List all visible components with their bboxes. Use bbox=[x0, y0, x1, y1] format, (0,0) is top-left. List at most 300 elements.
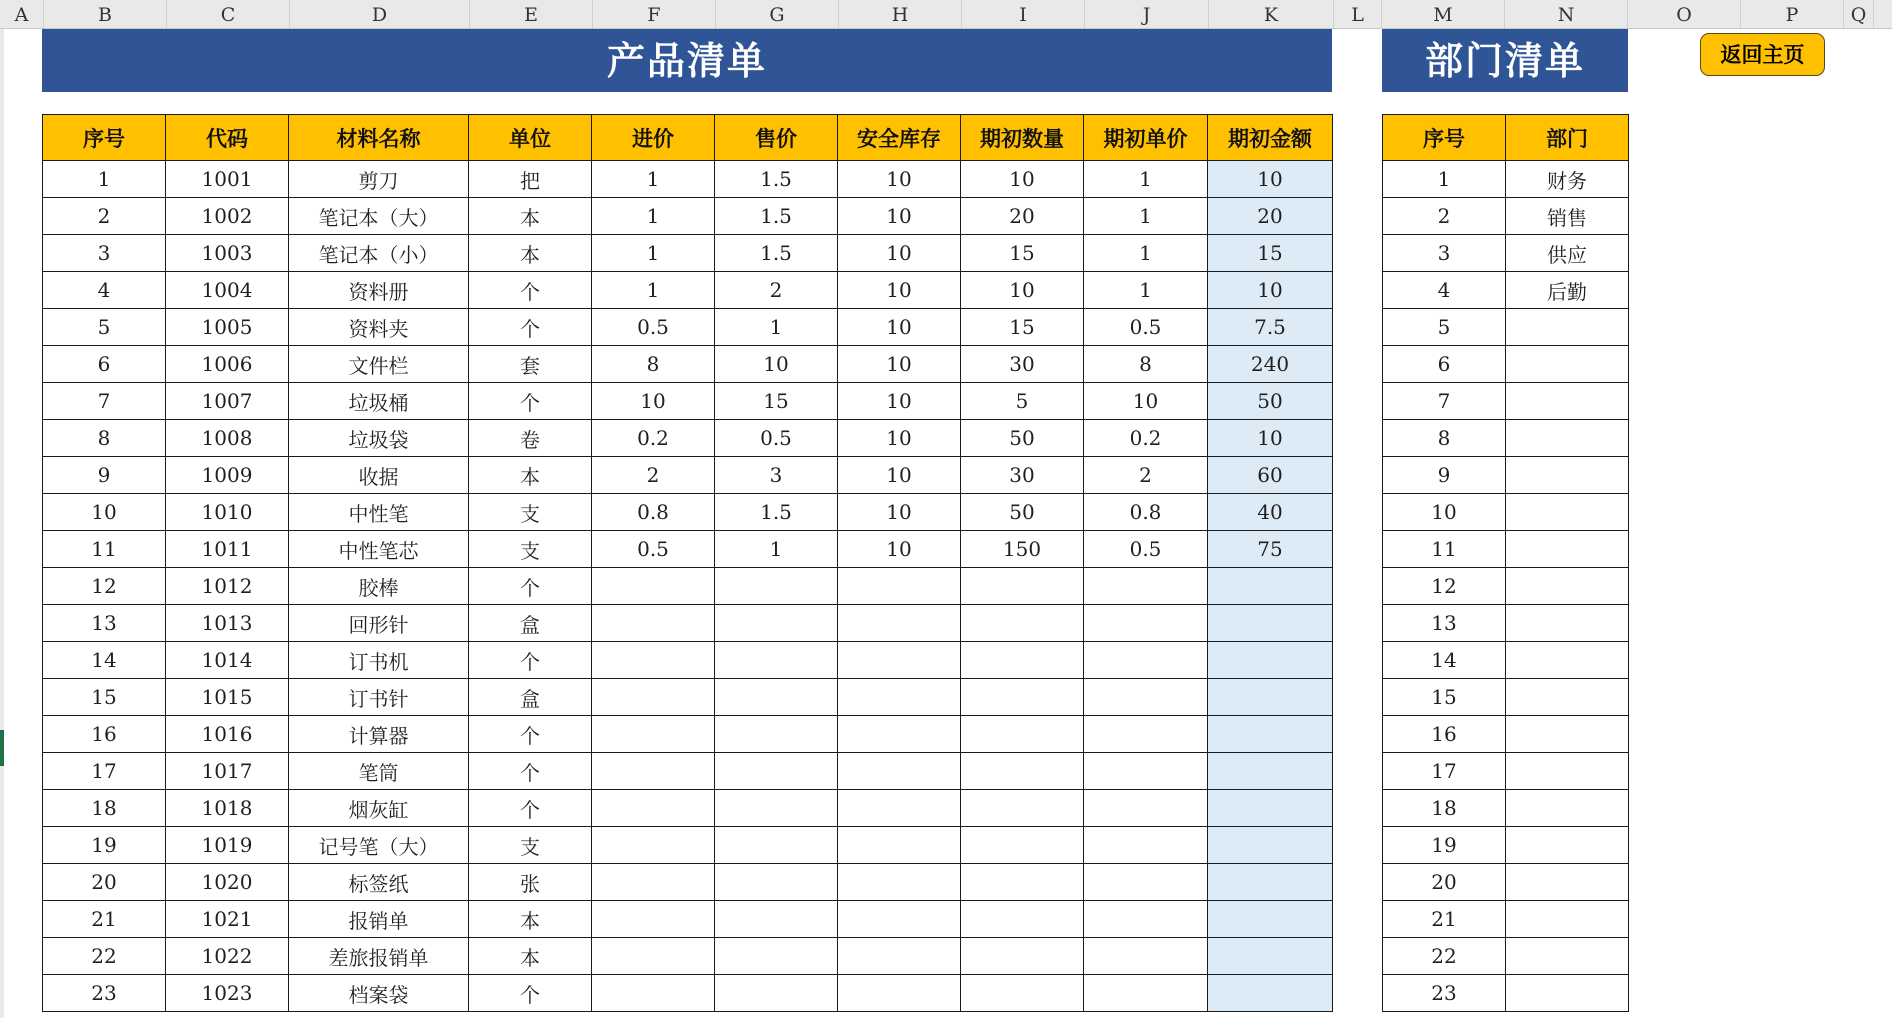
product-cell[interactable]: 16 bbox=[43, 716, 166, 753]
product-cell[interactable] bbox=[838, 716, 961, 753]
product-cell[interactable]: 剪刀 bbox=[289, 161, 469, 198]
product-cell[interactable]: 14 bbox=[43, 642, 166, 679]
product-cell[interactable] bbox=[961, 901, 1084, 938]
product-cell[interactable]: 1002 bbox=[166, 198, 289, 235]
department-cell[interactable]: 6 bbox=[1383, 346, 1506, 383]
product-cell[interactable]: 7.5 bbox=[1208, 309, 1333, 346]
department-cell[interactable] bbox=[1506, 383, 1629, 420]
product-cell[interactable]: 22 bbox=[43, 938, 166, 975]
product-cell[interactable]: 本 bbox=[469, 457, 592, 494]
product-cell[interactable]: 1005 bbox=[166, 309, 289, 346]
product-cell[interactable]: 1003 bbox=[166, 235, 289, 272]
department-cell[interactable] bbox=[1506, 975, 1629, 1012]
department-cell[interactable]: 供应 bbox=[1506, 235, 1629, 272]
product-cell[interactable]: 2 bbox=[592, 457, 715, 494]
column-header-n[interactable]: N bbox=[1505, 0, 1628, 28]
product-cell[interactable] bbox=[838, 753, 961, 790]
product-cell[interactable]: 23 bbox=[43, 975, 166, 1012]
product-cell[interactable]: 12 bbox=[43, 568, 166, 605]
product-cell[interactable]: 1 bbox=[592, 198, 715, 235]
department-cell[interactable]: 3 bbox=[1383, 235, 1506, 272]
product-cell[interactable]: 0.5 bbox=[1084, 531, 1208, 568]
product-cell[interactable] bbox=[1084, 568, 1208, 605]
department-cell[interactable]: 2 bbox=[1383, 198, 1506, 235]
product-cell[interactable]: 个 bbox=[469, 790, 592, 827]
column-header-j[interactable]: J bbox=[1085, 0, 1209, 28]
product-cell[interactable]: 1009 bbox=[166, 457, 289, 494]
product-cell[interactable]: 19 bbox=[43, 827, 166, 864]
product-cell[interactable] bbox=[838, 642, 961, 679]
product-cell[interactable] bbox=[838, 975, 961, 1012]
product-cell[interactable]: 1016 bbox=[166, 716, 289, 753]
product-cell[interactable] bbox=[715, 753, 838, 790]
product-cell[interactable]: 10 bbox=[1208, 420, 1333, 457]
product-cell[interactable]: 中性笔 bbox=[289, 494, 469, 531]
product-cell[interactable] bbox=[1084, 679, 1208, 716]
product-cell[interactable]: 10 bbox=[715, 346, 838, 383]
product-cell[interactable]: 档案袋 bbox=[289, 975, 469, 1012]
department-cell[interactable]: 10 bbox=[1383, 494, 1506, 531]
product-cell[interactable]: 胶棒 bbox=[289, 568, 469, 605]
product-cell[interactable] bbox=[715, 642, 838, 679]
product-cell[interactable]: 个 bbox=[469, 753, 592, 790]
product-cell[interactable]: 订书机 bbox=[289, 642, 469, 679]
product-cell[interactable]: 5 bbox=[961, 383, 1084, 420]
column-header-a[interactable]: A bbox=[0, 0, 44, 28]
product-cell[interactable]: 把 bbox=[469, 161, 592, 198]
product-cell[interactable]: 标签纸 bbox=[289, 864, 469, 901]
department-cell[interactable]: 财务 bbox=[1506, 161, 1629, 198]
product-cell[interactable] bbox=[715, 975, 838, 1012]
product-cell[interactable]: 40 bbox=[1208, 494, 1333, 531]
product-cell[interactable]: 10 bbox=[961, 272, 1084, 309]
product-cell[interactable]: 资料夹 bbox=[289, 309, 469, 346]
product-cell[interactable] bbox=[1208, 864, 1333, 901]
product-cell[interactable]: 1008 bbox=[166, 420, 289, 457]
product-cell[interactable]: 18 bbox=[43, 790, 166, 827]
column-header-p[interactable]: P bbox=[1741, 0, 1844, 28]
product-cell[interactable]: 1006 bbox=[166, 346, 289, 383]
product-cell[interactable]: 10 bbox=[838, 383, 961, 420]
product-cell[interactable] bbox=[592, 753, 715, 790]
product-cell[interactable]: 10 bbox=[1208, 272, 1333, 309]
product-cell[interactable]: 收据 bbox=[289, 457, 469, 494]
product-cell[interactable]: 盒 bbox=[469, 679, 592, 716]
product-cell[interactable] bbox=[838, 679, 961, 716]
product-cell[interactable]: 30 bbox=[961, 457, 1084, 494]
product-cell[interactable] bbox=[592, 901, 715, 938]
product-cell[interactable]: 个 bbox=[469, 642, 592, 679]
product-cell[interactable]: 本 bbox=[469, 901, 592, 938]
department-cell[interactable] bbox=[1506, 531, 1629, 568]
product-cell[interactable] bbox=[592, 605, 715, 642]
product-cell[interactable]: 6 bbox=[43, 346, 166, 383]
product-cell[interactable]: 15 bbox=[715, 383, 838, 420]
product-cell[interactable] bbox=[838, 864, 961, 901]
department-cell[interactable] bbox=[1506, 605, 1629, 642]
department-cell[interactable]: 15 bbox=[1383, 679, 1506, 716]
product-cell[interactable] bbox=[961, 975, 1084, 1012]
department-cell[interactable]: 销售 bbox=[1506, 198, 1629, 235]
product-cell[interactable] bbox=[592, 568, 715, 605]
product-cell[interactable] bbox=[715, 901, 838, 938]
product-cell[interactable]: 20 bbox=[961, 198, 1084, 235]
department-cell[interactable] bbox=[1506, 790, 1629, 827]
product-cell[interactable] bbox=[592, 679, 715, 716]
product-cell[interactable] bbox=[592, 790, 715, 827]
product-cell[interactable]: 0.5 bbox=[715, 420, 838, 457]
product-cell[interactable]: 8 bbox=[1084, 346, 1208, 383]
department-cell[interactable]: 19 bbox=[1383, 827, 1506, 864]
product-cell[interactable]: 笔筒 bbox=[289, 753, 469, 790]
department-cell[interactable] bbox=[1506, 420, 1629, 457]
product-cell[interactable]: 1010 bbox=[166, 494, 289, 531]
department-header-cell[interactable]: 序号 bbox=[1383, 115, 1506, 161]
product-cell[interactable]: 本 bbox=[469, 198, 592, 235]
product-cell[interactable]: 垃圾袋 bbox=[289, 420, 469, 457]
product-cell[interactable] bbox=[1208, 568, 1333, 605]
product-cell[interactable]: 4 bbox=[43, 272, 166, 309]
product-cell[interactable]: 1015 bbox=[166, 679, 289, 716]
product-cell[interactable]: 10 bbox=[1208, 161, 1333, 198]
product-cell[interactable]: 1023 bbox=[166, 975, 289, 1012]
department-cell[interactable] bbox=[1506, 346, 1629, 383]
product-header-cell[interactable]: 材料名称 bbox=[289, 115, 469, 161]
product-cell[interactable]: 7 bbox=[43, 383, 166, 420]
product-cell[interactable]: 支 bbox=[469, 494, 592, 531]
column-header-g[interactable]: G bbox=[716, 0, 839, 28]
product-cell[interactable]: 0.8 bbox=[592, 494, 715, 531]
product-cell[interactable] bbox=[1208, 901, 1333, 938]
product-cell[interactable] bbox=[1208, 642, 1333, 679]
product-cell[interactable]: 1 bbox=[1084, 161, 1208, 198]
department-cell[interactable]: 14 bbox=[1383, 642, 1506, 679]
column-header-m[interactable]: M bbox=[1382, 0, 1505, 28]
department-cell[interactable]: 7 bbox=[1383, 383, 1506, 420]
product-cell[interactable] bbox=[592, 827, 715, 864]
department-cell[interactable] bbox=[1506, 679, 1629, 716]
product-cell[interactable]: 文件栏 bbox=[289, 346, 469, 383]
product-cell[interactable] bbox=[961, 642, 1084, 679]
department-header-cell[interactable]: 部门 bbox=[1506, 115, 1629, 161]
product-header-cell[interactable]: 序号 bbox=[43, 115, 166, 161]
product-cell[interactable]: 本 bbox=[469, 235, 592, 272]
product-cell[interactable]: 1 bbox=[43, 161, 166, 198]
product-cell[interactable] bbox=[592, 642, 715, 679]
product-cell[interactable] bbox=[961, 864, 1084, 901]
product-cell[interactable]: 10 bbox=[838, 198, 961, 235]
product-cell[interactable]: 10 bbox=[838, 420, 961, 457]
product-cell[interactable]: 个 bbox=[469, 309, 592, 346]
column-header-q[interactable]: Q bbox=[1844, 0, 1874, 28]
department-cell[interactable] bbox=[1506, 716, 1629, 753]
product-cell[interactable] bbox=[1208, 938, 1333, 975]
product-cell[interactable]: 中性笔芯 bbox=[289, 531, 469, 568]
department-cell[interactable]: 20 bbox=[1383, 864, 1506, 901]
product-cell[interactable]: 报销单 bbox=[289, 901, 469, 938]
product-cell[interactable]: 15 bbox=[961, 309, 1084, 346]
product-cell[interactable]: 1 bbox=[1084, 198, 1208, 235]
product-cell[interactable] bbox=[592, 938, 715, 975]
product-cell[interactable] bbox=[1208, 605, 1333, 642]
column-header-i[interactable]: I bbox=[962, 0, 1085, 28]
product-cell[interactable]: 21 bbox=[43, 901, 166, 938]
department-cell[interactable]: 18 bbox=[1383, 790, 1506, 827]
department-cell[interactable] bbox=[1506, 827, 1629, 864]
product-cell[interactable]: 2 bbox=[43, 198, 166, 235]
product-cell[interactable]: 17 bbox=[43, 753, 166, 790]
column-header-b[interactable]: B bbox=[44, 0, 167, 28]
product-cell[interactable]: 2 bbox=[715, 272, 838, 309]
department-cell[interactable]: 17 bbox=[1383, 753, 1506, 790]
product-header-cell[interactable]: 单位 bbox=[469, 115, 592, 161]
product-cell[interactable]: 5 bbox=[43, 309, 166, 346]
product-cell[interactable]: 50 bbox=[961, 420, 1084, 457]
product-cell[interactable] bbox=[1084, 753, 1208, 790]
product-cell[interactable] bbox=[715, 605, 838, 642]
department-cell[interactable] bbox=[1506, 568, 1629, 605]
product-cell[interactable] bbox=[838, 568, 961, 605]
product-cell[interactable]: 10 bbox=[838, 494, 961, 531]
product-cell[interactable]: 150 bbox=[961, 531, 1084, 568]
product-cell[interactable]: 支 bbox=[469, 531, 592, 568]
product-cell[interactable]: 1.5 bbox=[715, 235, 838, 272]
product-cell[interactable]: 烟灰缸 bbox=[289, 790, 469, 827]
product-header-cell[interactable]: 代码 bbox=[166, 115, 289, 161]
product-cell[interactable]: 10 bbox=[838, 346, 961, 383]
product-cell[interactable]: 个 bbox=[469, 975, 592, 1012]
product-cell[interactable]: 张 bbox=[469, 864, 592, 901]
product-cell[interactable] bbox=[1084, 901, 1208, 938]
product-cell[interactable]: 盒 bbox=[469, 605, 592, 642]
product-cell[interactable]: 1013 bbox=[166, 605, 289, 642]
product-header-cell[interactable]: 售价 bbox=[715, 115, 838, 161]
department-cell[interactable]: 22 bbox=[1383, 938, 1506, 975]
product-cell[interactable]: 订书针 bbox=[289, 679, 469, 716]
product-cell[interactable]: 50 bbox=[961, 494, 1084, 531]
product-cell[interactable]: 1022 bbox=[166, 938, 289, 975]
product-cell[interactable] bbox=[1208, 790, 1333, 827]
product-cell[interactable]: 2 bbox=[1084, 457, 1208, 494]
product-cell[interactable] bbox=[838, 605, 961, 642]
product-cell[interactable] bbox=[1084, 827, 1208, 864]
department-cell[interactable]: 9 bbox=[1383, 457, 1506, 494]
product-cell[interactable]: 1014 bbox=[166, 642, 289, 679]
product-cell[interactable]: 笔记本（小） bbox=[289, 235, 469, 272]
product-cell[interactable]: 10 bbox=[43, 494, 166, 531]
department-cell[interactable]: 5 bbox=[1383, 309, 1506, 346]
department-cell[interactable]: 16 bbox=[1383, 716, 1506, 753]
product-cell[interactable]: 9 bbox=[43, 457, 166, 494]
department-cell[interactable]: 21 bbox=[1383, 901, 1506, 938]
product-cell[interactable]: 10 bbox=[838, 309, 961, 346]
product-cell[interactable]: 个 bbox=[469, 568, 592, 605]
product-cell[interactable] bbox=[961, 605, 1084, 642]
product-cell[interactable]: 1.5 bbox=[715, 198, 838, 235]
column-header-l[interactable]: L bbox=[1334, 0, 1382, 28]
product-cell[interactable] bbox=[715, 679, 838, 716]
department-cell[interactable] bbox=[1506, 938, 1629, 975]
product-cell[interactable] bbox=[838, 790, 961, 827]
product-cell[interactable]: 个 bbox=[469, 272, 592, 309]
product-cell[interactable]: 1 bbox=[1084, 272, 1208, 309]
product-cell[interactable]: 垃圾桶 bbox=[289, 383, 469, 420]
product-cell[interactable]: 资料册 bbox=[289, 272, 469, 309]
product-cell[interactable]: 3 bbox=[715, 457, 838, 494]
department-cell[interactable] bbox=[1506, 494, 1629, 531]
product-cell[interactable]: 计算器 bbox=[289, 716, 469, 753]
product-cell[interactable]: 0.2 bbox=[592, 420, 715, 457]
product-cell[interactable] bbox=[1084, 642, 1208, 679]
product-cell[interactable]: 15 bbox=[1208, 235, 1333, 272]
product-cell[interactable]: 0.2 bbox=[1084, 420, 1208, 457]
product-cell[interactable] bbox=[838, 938, 961, 975]
product-cell[interactable] bbox=[592, 716, 715, 753]
column-header-f[interactable]: F bbox=[593, 0, 716, 28]
product-cell[interactable] bbox=[1208, 716, 1333, 753]
product-cell[interactable]: 支 bbox=[469, 827, 592, 864]
product-cell[interactable] bbox=[838, 827, 961, 864]
product-cell[interactable]: 1020 bbox=[166, 864, 289, 901]
product-cell[interactable]: 15 bbox=[961, 235, 1084, 272]
column-header-h[interactable]: H bbox=[839, 0, 962, 28]
product-cell[interactable] bbox=[592, 864, 715, 901]
product-cell[interactable]: 1.5 bbox=[715, 161, 838, 198]
column-header-o[interactable]: O bbox=[1628, 0, 1741, 28]
product-cell[interactable] bbox=[1084, 938, 1208, 975]
product-cell[interactable] bbox=[838, 901, 961, 938]
product-cell[interactable]: 1007 bbox=[166, 383, 289, 420]
product-cell[interactable] bbox=[1208, 753, 1333, 790]
department-cell[interactable] bbox=[1506, 642, 1629, 679]
product-cell[interactable]: 个 bbox=[469, 383, 592, 420]
column-header-k[interactable]: K bbox=[1209, 0, 1334, 28]
product-cell[interactable]: 1018 bbox=[166, 790, 289, 827]
product-cell[interactable]: 本 bbox=[469, 938, 592, 975]
product-cell[interactable]: 回形针 bbox=[289, 605, 469, 642]
product-cell[interactable] bbox=[961, 790, 1084, 827]
product-cell[interactable]: 1 bbox=[1084, 235, 1208, 272]
product-cell[interactable]: 11 bbox=[43, 531, 166, 568]
product-cell[interactable] bbox=[715, 864, 838, 901]
product-cell[interactable]: 75 bbox=[1208, 531, 1333, 568]
product-cell[interactable]: 240 bbox=[1208, 346, 1333, 383]
column-header-e[interactable]: E bbox=[470, 0, 593, 28]
product-cell[interactable] bbox=[715, 827, 838, 864]
department-cell[interactable]: 11 bbox=[1383, 531, 1506, 568]
product-cell[interactable] bbox=[715, 568, 838, 605]
department-cell[interactable]: 4 bbox=[1383, 272, 1506, 309]
column-header-d[interactable]: D bbox=[290, 0, 470, 28]
product-header-cell[interactable]: 期初金额 bbox=[1208, 115, 1333, 161]
product-cell[interactable]: 卷 bbox=[469, 420, 592, 457]
department-cell[interactable]: 13 bbox=[1383, 605, 1506, 642]
product-cell[interactable] bbox=[715, 790, 838, 827]
product-cell[interactable]: 1 bbox=[715, 531, 838, 568]
department-cell[interactable]: 1 bbox=[1383, 161, 1506, 198]
product-cell[interactable] bbox=[1084, 790, 1208, 827]
product-header-cell[interactable]: 期初单价 bbox=[1084, 115, 1208, 161]
product-cell[interactable]: 1.5 bbox=[715, 494, 838, 531]
product-cell[interactable] bbox=[961, 716, 1084, 753]
product-cell[interactable]: 差旅报销单 bbox=[289, 938, 469, 975]
product-cell[interactable]: 10 bbox=[838, 531, 961, 568]
product-cell[interactable]: 记号笔（大） bbox=[289, 827, 469, 864]
product-cell[interactable]: 3 bbox=[43, 235, 166, 272]
product-cell[interactable]: 15 bbox=[43, 679, 166, 716]
product-cell[interactable]: 8 bbox=[43, 420, 166, 457]
product-cell[interactable]: 13 bbox=[43, 605, 166, 642]
product-cell[interactable] bbox=[1084, 975, 1208, 1012]
product-cell[interactable] bbox=[1208, 827, 1333, 864]
product-cell[interactable]: 8 bbox=[592, 346, 715, 383]
back-to-home-button[interactable]: 返回主页 bbox=[1700, 33, 1825, 76]
department-cell[interactable]: 后勤 bbox=[1506, 272, 1629, 309]
product-cell[interactable] bbox=[1084, 605, 1208, 642]
product-cell[interactable]: 0.8 bbox=[1084, 494, 1208, 531]
product-cell[interactable]: 1017 bbox=[166, 753, 289, 790]
product-cell[interactable]: 60 bbox=[1208, 457, 1333, 494]
product-header-cell[interactable]: 期初数量 bbox=[961, 115, 1084, 161]
department-cell[interactable] bbox=[1506, 457, 1629, 494]
product-cell[interactable] bbox=[961, 568, 1084, 605]
product-cell[interactable] bbox=[961, 827, 1084, 864]
department-cell[interactable]: 23 bbox=[1383, 975, 1506, 1012]
department-cell[interactable]: 12 bbox=[1383, 568, 1506, 605]
product-cell[interactable]: 10 bbox=[838, 161, 961, 198]
product-cell[interactable]: 20 bbox=[1208, 198, 1333, 235]
product-cell[interactable]: 1 bbox=[592, 272, 715, 309]
product-cell[interactable]: 10 bbox=[838, 235, 961, 272]
product-cell[interactable] bbox=[592, 975, 715, 1012]
department-cell[interactable] bbox=[1506, 901, 1629, 938]
product-cell[interactable]: 10 bbox=[838, 457, 961, 494]
product-cell[interactable]: 0.5 bbox=[1084, 309, 1208, 346]
product-cell[interactable]: 1019 bbox=[166, 827, 289, 864]
product-cell[interactable]: 10 bbox=[838, 272, 961, 309]
product-cell[interactable]: 30 bbox=[961, 346, 1084, 383]
product-cell[interactable]: 1011 bbox=[166, 531, 289, 568]
product-cell[interactable]: 个 bbox=[469, 716, 592, 753]
product-cell[interactable]: 1001 bbox=[166, 161, 289, 198]
product-cell[interactable] bbox=[1084, 716, 1208, 753]
department-cell[interactable]: 8 bbox=[1383, 420, 1506, 457]
product-header-cell[interactable]: 进价 bbox=[592, 115, 715, 161]
product-header-cell[interactable]: 安全库存 bbox=[838, 115, 961, 161]
product-cell[interactable]: 1 bbox=[715, 309, 838, 346]
product-cell[interactable]: 10 bbox=[961, 161, 1084, 198]
product-cell[interactable]: 1012 bbox=[166, 568, 289, 605]
product-cell[interactable]: 10 bbox=[1084, 383, 1208, 420]
product-cell[interactable]: 20 bbox=[43, 864, 166, 901]
product-cell[interactable] bbox=[1084, 864, 1208, 901]
product-cell[interactable]: 套 bbox=[469, 346, 592, 383]
product-cell[interactable] bbox=[961, 938, 1084, 975]
product-cell[interactable]: 50 bbox=[1208, 383, 1333, 420]
department-cell[interactable] bbox=[1506, 753, 1629, 790]
product-cell[interactable] bbox=[715, 716, 838, 753]
product-cell[interactable]: 10 bbox=[592, 383, 715, 420]
product-cell[interactable]: 1 bbox=[592, 235, 715, 272]
product-cell[interactable]: 1 bbox=[592, 161, 715, 198]
department-cell[interactable] bbox=[1506, 309, 1629, 346]
product-cell[interactable]: 1021 bbox=[166, 901, 289, 938]
product-cell[interactable]: 1004 bbox=[166, 272, 289, 309]
product-cell[interactable] bbox=[961, 679, 1084, 716]
department-cell[interactable] bbox=[1506, 864, 1629, 901]
product-cell[interactable] bbox=[961, 753, 1084, 790]
product-cell[interactable]: 笔记本（大） bbox=[289, 198, 469, 235]
